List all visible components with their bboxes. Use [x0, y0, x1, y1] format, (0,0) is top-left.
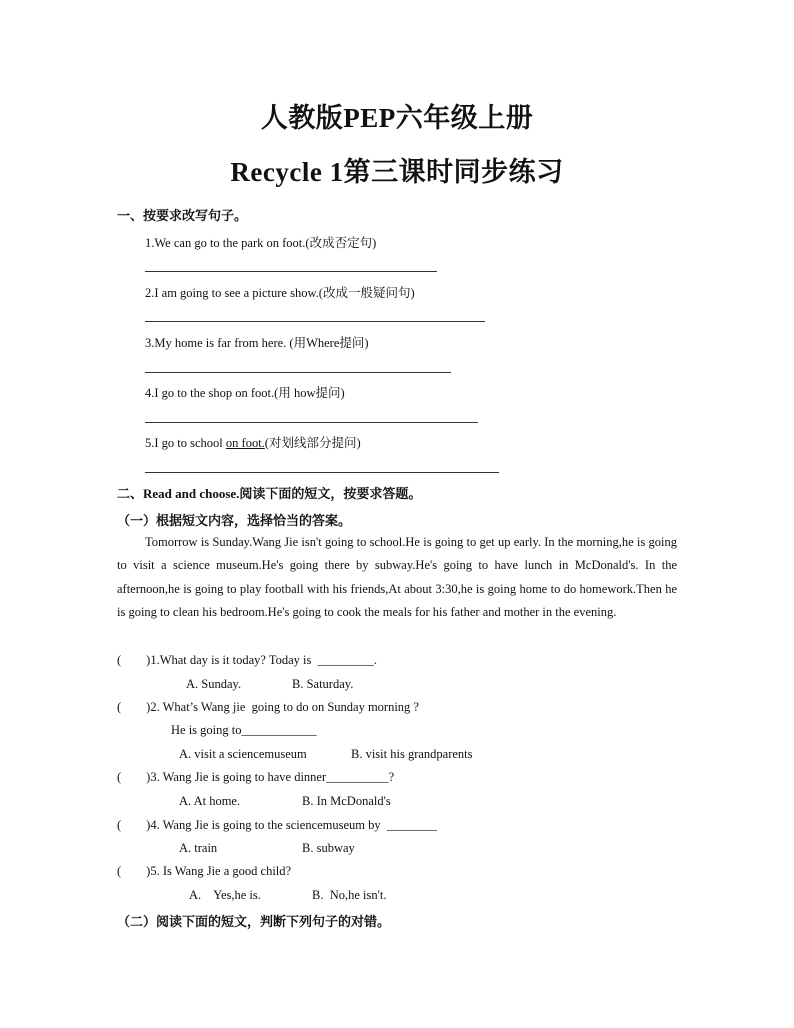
rewrite-item: 2.I am going to see a picture show.(改成一般疑问句) [145, 286, 415, 300]
page-subtitle: Recycle 1第三课时同步练习 [230, 157, 564, 187]
option-b: B. subway [302, 841, 355, 855]
part2-heading: （二）阅读下面的短文，判断下列句子的对错。 [117, 914, 391, 929]
question: ( )5. Is Wang Jie a good child? [117, 864, 292, 878]
section2-heading: 二、Read and choose.阅读下面的短文，按要求答题。 [117, 486, 422, 501]
reading-passage: Tomorrow is Sunday.Wang Jie isn't going to school.He is going to get up early. In the morning,he is going to visit a science museum.He's going there by subway.He's going to have lunch in McDonald's. In the afternoon,he is going to play football with his friends,At about 3:30,he is going home to do homework.Then he is going to clean his bedroom.He's going to cook the meals for his father and mother in the evening. [117, 535, 677, 620]
page-title: 人教版PEP六年级上册 [260, 103, 534, 133]
option-b: B. visit his grandparents [351, 747, 473, 761]
rewrite-item: 4.I go to the shop on foot.(用 how提问) [145, 386, 345, 400]
option-a: A. train [179, 841, 218, 855]
rewrite-item [145, 433, 361, 451]
rewrite-item-instruction: (对划线部分提问) [264, 436, 361, 450]
underlined-phrase: on foot. [225, 436, 265, 450]
option-a: A. Yes,he is. [189, 888, 261, 902]
rewrite-item: 1.We can go to the park on foot.(改成否定句) [145, 236, 377, 250]
option-b: B. In McDonald's [302, 794, 391, 808]
question-prompt: He is going to____________ [171, 723, 317, 737]
rewrite-item: 3.My home is far from here. (用Where提问) [145, 336, 369, 350]
option-a: A. Sunday. [186, 677, 242, 691]
question: ( )4. Wang Jie is going to the sciencemuseum by ________ [117, 818, 437, 832]
section1-heading: 一、按要求改写句子。 [117, 208, 248, 223]
answer-line [145, 321, 485, 322]
answer-line [145, 271, 437, 272]
answer-line [145, 422, 478, 423]
question: ( )1.What day is it today? Today is _________. [117, 653, 377, 667]
option-a: A. At home. [179, 794, 241, 808]
rewrite-item-text: 5.I go to school [145, 436, 226, 450]
answer-line [145, 372, 451, 373]
option-a: A. visit a sciencemuseum [179, 747, 307, 761]
answer-line [145, 472, 499, 473]
option-b: B. Saturday. [292, 677, 354, 691]
part1-heading: （一）根据短文内容，选择恰当的答案。 [117, 513, 352, 528]
option-b: B. No,he isn't. [312, 888, 387, 902]
question: ( )2. What’s Wang jie going to do on Sunday morning ? [117, 700, 419, 714]
question: ( )3. Wang Jie is going to have dinner__________? [117, 770, 395, 784]
